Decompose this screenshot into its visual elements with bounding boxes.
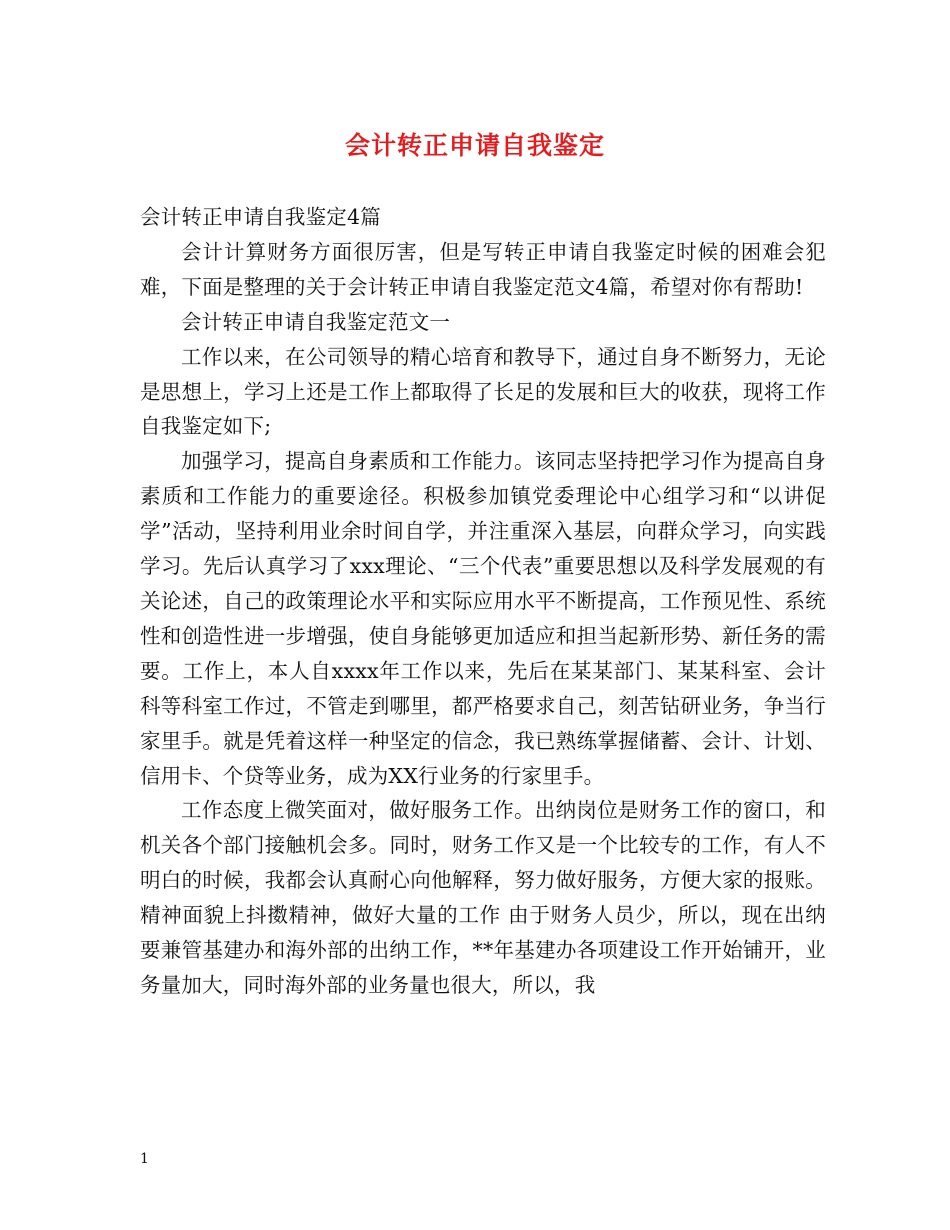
paragraph-opening: 工作以来，在公司领导的精心培育和教导下，通过自身不断努力，无论是思想上，学习上还是工作上都取得了长足的发展和巨大的收获，现将工作自我鉴定如下; <box>140 344 826 439</box>
paragraph-study: 加强学习，提高自身素质和工作能力。该同志坚持把学习作为提高自身素质和工作能力的重要途径。积极参加镇党委理论中心组学习和“以讲促学”活动，坚持利用业余时间自学，并注重深入基层，向群众学习，向实践学习。先后认真学习了xxx理论、“三个代表”重要思想以及科学发展观的有关论述，自己的政策理论水平和实际应用水平不断提高，工作预见性、系统性和创造性进一步增强，使自身能够更加适应和担当起新形势、新任务的需要。工作上，本人自xxxx年工作以来，先后在某某部门、某某科室、会计科等科室工作过，不管走到哪里，都严格要求自己，刻苦钻研业务，争当行家里手。就是凭着这样一种坚定的信念，我已熟练掌握储蓄、会计、计划、信用卡、个贷等业务，成为XX行业务的行家里手。 <box>140 449 826 788</box>
document-title: 会计转正申请自我鉴定 <box>344 131 605 160</box>
paragraph-intro: 会计计算财务方面很厉害，但是写转正申请自我鉴定时候的困难会犯难，下面是整理的关于会计转正申请自我鉴定范文4篇，希望对你有帮助! <box>140 239 826 299</box>
paragraph-sample-heading: 会计转正申请自我鉴定范文一 <box>181 309 451 334</box>
document-body <box>140 200 826 1003</box>
page-number: 1 <box>140 1151 149 1167</box>
paragraph-subtitle: 会计转正申请自我鉴定4篇 <box>140 205 381 229</box>
paragraph-attitude: 工作态度上微笑面对，做好服务工作。出纳岗位是财务工作的窗口，和机关各个部门接触机会多。同时，财务工作又是一个比较专的工作，有人不明白的时候，我都会认真耐心向他解释，努力做好服务，方便大家的报账。 精神面貌上抖擞精神，做好大量的工作 由于财务人员少，所以，现在出纳要兼管基建办和海外部的出纳工作，**年基建办各项建设工作开始铺开，业务量加大，同时海外部的业务量也很大，所以，我 <box>140 798 826 997</box>
